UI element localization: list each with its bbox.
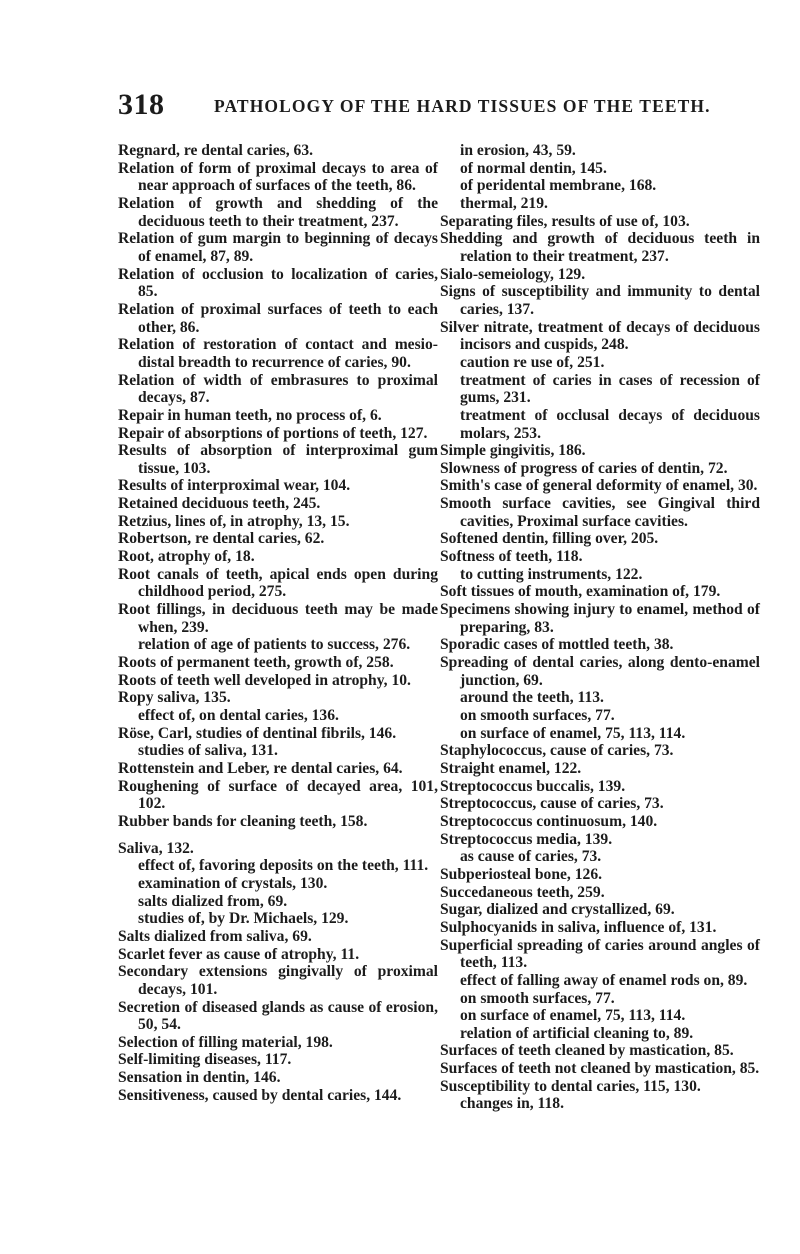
index-entry: Repair in human teeth, no process of, 6. [118, 406, 382, 424]
index-entry: Scarlet fever as cause of atrophy, 11. [118, 945, 360, 963]
index-subentry: in erosion, 43, 59. [460, 142, 576, 159]
index-entry: Sugar, dialized and crystallized, 69. [440, 901, 675, 919]
index-entry: Secretion of diseased glands as cause of erosion, 50, 54. [118, 998, 438, 1034]
index-subentry: relation of age of patients to success, 276. [138, 636, 411, 654]
index-entry: Sensation in dentin, 146. [118, 1069, 281, 1087]
running-title: PATHOLOGY OF THE HARD TISSUES OF THE TEETH. [214, 96, 711, 116]
index-entry: Simple gingivitis, 186. [440, 442, 586, 460]
index-subentry: effect of falling away of enamel rods on, 89. [460, 971, 748, 989]
index-entry: Self-limiting diseases, 117. [118, 1051, 292, 1069]
index-entry: Ropy saliva, 135. [118, 689, 231, 707]
index-entry: Susceptibility to dental caries, 115, 130. [440, 1077, 701, 1095]
index-entry: Sialo-semeiology, 129. [440, 265, 586, 283]
index-subentry: on smooth surfaces, 77. [460, 707, 615, 724]
index-subentry: effect of, favoring deposits on the teeth, 111. [138, 857, 429, 875]
index-entry: Root fillings, in deciduous teeth may be made when, 239. [118, 601, 438, 636]
index-entry: Sporadic cases of mottled teeth, 38. [440, 636, 674, 654]
page-number: 318 [118, 88, 165, 121]
index-entry: Relation of gum margin to beginning of decays of enamel, 87, 89. [118, 230, 438, 265]
index-subentry: as cause of caries, 73. [460, 848, 602, 866]
index-subentry: studies of saliva, 131. [138, 742, 278, 760]
index-subentry: changes in, 118. [460, 1095, 564, 1113]
index-entry: Results of interproximal wear, 104. [118, 477, 351, 495]
index-entry: Straight enamel, 122. [440, 759, 582, 777]
index-subentry: on surface of enamel, 75, 113, 114. [460, 724, 686, 742]
index-subentry: on surface of enamel, 75, 113, 114. [460, 1007, 686, 1025]
index-entry: Root canals of teeth, apical ends open during childhood period, 275. [118, 565, 438, 601]
index-entry: Surfaces of teeth cleaned by mastication, 85. [440, 1042, 734, 1060]
index-entry: Rubber bands for cleaning teeth, 158. [118, 812, 368, 830]
index-entry: Selection of filling material, 198. [118, 1033, 333, 1051]
index-entry: Repair of absorptions of portions of teeth, 127. [118, 424, 428, 442]
index-entry: Retained deciduous teeth, 245. [118, 495, 321, 513]
index-entry: Secondary extensions gingivally of proximal decays, 101. [118, 963, 438, 998]
index-entry: Relation of restoration of contact and mesio-distal breadth to recurrence of caries, 90. [118, 336, 438, 371]
index-entry: Roughening of surface of decayed area, 101, 102. [118, 777, 438, 813]
index-entry: Superficial spreading of caries around angles of teeth, 113. [440, 936, 760, 972]
index-entry: Salts dialized from saliva, 69. [118, 927, 312, 945]
index-entry: Relation of form of proximal decays to area of near approach of surfaces of the teeth, 86. [118, 159, 438, 195]
index-entry: Staphylococcus, cause of caries, 73. [440, 742, 674, 760]
index-subentry: relation of artificial cleaning to, 89. [460, 1024, 694, 1042]
index-entry: Rottenstein and Leber, re dental caries, 64. [118, 759, 403, 777]
index-entry: Succedaneous teeth, 259. [440, 883, 605, 901]
index-entry: Slowness of progress of caries of dentin, 72. [440, 459, 728, 477]
index-entry: Root, atrophy of, 18. [118, 548, 255, 566]
index-subentry: treatment of occlusal decays of deciduous molars, 253. [460, 406, 760, 442]
index-subentry: thermal, 219. [460, 194, 548, 212]
index-entry: Roots of permanent teeth, growth of, 258. [118, 654, 394, 672]
index-entry: Streptococcus buccalis, 139. [440, 777, 626, 795]
index-subentry: examination of crystals, 130. [138, 874, 328, 892]
index-entry: Streptococcus continuosum, 140. [440, 812, 658, 830]
index-entry: Sulphocyanids in saliva, influence of, 131. [440, 918, 717, 936]
index-column-right [440, 142, 760, 1113]
index-entry: Relation of proximal surfaces of teeth to each other, 86. [118, 300, 438, 336]
index-entry: Relation of width of embrasures to proximal decays, 87. [118, 371, 438, 407]
index-entry: Streptococcus media, 139. [440, 830, 613, 848]
index-entry: Röse, Carl, studies of dentinal fibrils, 146. [118, 724, 397, 742]
index-entry: Softened dentin, filling over, 205. [440, 530, 659, 548]
page-header [118, 88, 711, 128]
index-entry: Saliva, 132. [118, 839, 194, 857]
index-entry: Streptococcus, cause of caries, 73. [440, 795, 664, 813]
index-entry: Smith's case of general deformity of enamel, 30. [440, 477, 758, 495]
index-entry: Shedding and growth of deciduous teeth in relation to their treatment, 237. [440, 230, 760, 265]
index-subentry: of normal dentin, 145. [460, 159, 607, 177]
index-entry: Regnard, re dental caries, 63. [118, 142, 314, 159]
index-subentry: studies of, by Dr. Michaels, 129. [138, 910, 349, 928]
index-entry: Smooth surface cavities, see Gingival third cavities, Proximal surface cavities. [440, 495, 760, 530]
index-entry: Sensitiveness, caused by dental caries, 144. [118, 1086, 402, 1104]
index-entry: Soft tissues of mouth, examination of, 179. [440, 583, 721, 601]
index-subentry: effect of, on dental caries, 136. [138, 707, 339, 724]
index-entry: Separating files, results of use of, 103. [440, 212, 690, 230]
index-entry: Subperiosteal bone, 126. [440, 865, 603, 883]
index-entry: Silver nitrate, treatment of decays of deciduous incisors and cuspids, 248. [440, 318, 760, 354]
index-entry: Surfaces of teeth not cleaned by mastication, 85. [440, 1060, 760, 1078]
index-entry: Signs of susceptibility and immunity to dental caries, 137. [440, 283, 760, 318]
index-subentry: caution re use of, 251. [460, 353, 605, 371]
index-entry: Spreading of dental caries, along dento-enamel junction, 69. [440, 654, 760, 689]
index-entry: Specimens showing injury to enamel, method of preparing, 83. [440, 601, 760, 636]
index-entry: Robertson, re dental caries, 62. [118, 530, 325, 548]
index-entry: Roots of teeth well developed in atrophy, 10. [118, 671, 411, 689]
index-subentry: of peridental membrane, 168. [460, 177, 657, 195]
index-subentry: around the teeth, 113. [460, 689, 604, 707]
index-entry: Relation of growth and shedding of the deciduous teeth to their treatment, 237. [118, 194, 438, 230]
index-subentry: on smooth surfaces, 77. [460, 989, 615, 1007]
index-subentry: salts dialized from, 69. [138, 892, 288, 910]
index-entry: Relation of occlusion to localization of caries, 85. [118, 265, 438, 301]
index-column-left [118, 142, 438, 1104]
index-entry: Softness of teeth, 118. [440, 548, 583, 566]
index-subentry: treatment of caries in cases of recession of gums, 231. [460, 371, 760, 407]
index-subentry: to cutting instruments, 122. [460, 565, 643, 583]
index-entry: Retzius, lines of, in atrophy, 13, 15. [118, 512, 350, 530]
index-entry: Results of absorption of interproximal gum tissue, 103. [118, 442, 438, 477]
section-gap [118, 831, 438, 840]
